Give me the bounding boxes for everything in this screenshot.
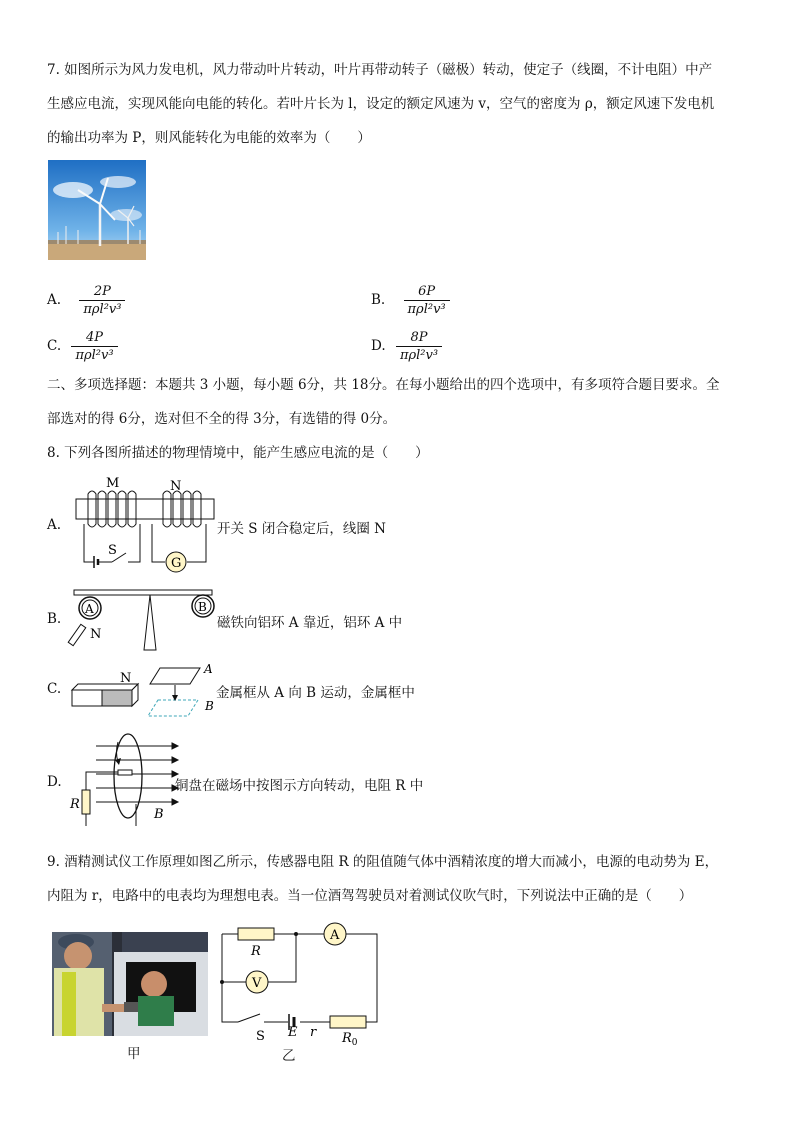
galvanometer-label: G: [171, 556, 182, 571]
internal-resistance-label: r: [310, 1025, 317, 1040]
coil-m-label: M: [106, 476, 120, 491]
q7-option-b[interactable]: B. $\frac{6P}{\text{πρl²v³}}$: [371, 284, 450, 317]
section2-instructions-line1: 二、多项选择题：本题共 3 小题，每小题 6分，共 18分。在每小题给出的四个选项中，有多项符合题目要求。全: [47, 377, 720, 393]
position-a-label: A: [204, 662, 213, 676]
q8-option-c-text: 金属框从 A 向 B 运动，金属框中: [216, 685, 415, 701]
magnet-n-label: N: [90, 627, 102, 642]
q8-option-d-label[interactable]: D.: [47, 774, 62, 790]
q8-option-a-text: 开关 S 闭合稳定后，线圈 N: [217, 521, 386, 537]
magnet-n-label-c: N: [120, 671, 132, 686]
r0-label: $R_0$: [342, 1031, 358, 1046]
photo-caption-jia: 甲: [127, 1046, 141, 1062]
q8-option-d-text: 铜盘在磁场中按图示方向转动，电阻 R 中: [175, 778, 424, 794]
q8-option-b-label[interactable]: B.: [47, 611, 62, 627]
q7-stem-line1: 7. 如图所示为风力发电机，风力带动叶片转动，叶片再带动转子（磁极）转动，使定子（线圈，不计电阻）中产: [47, 62, 713, 78]
q8-figure-a-coils: [68, 474, 218, 574]
q8-figure-b-rings: [66, 584, 218, 654]
position-b-label: B: [205, 699, 214, 713]
q7-option-c[interactable]: C. $\frac{4P}{\text{πρl²v³}}$: [47, 330, 118, 363]
ring-b-label: B: [198, 600, 207, 614]
q7-stem-line2: 生感应电流，实现风能向电能的转化。若叶片长为 l，设定的额定风速为 v，空气的密度为 ρ，额定风速下发电机: [47, 96, 715, 112]
resistor-r-label: R: [70, 797, 80, 812]
field-b-label: B: [154, 807, 164, 822]
emf-label: E: [288, 1025, 298, 1040]
q9-circuit-diagram: [218, 918, 384, 1046]
voltmeter-label: V: [252, 976, 262, 991]
q8-stem: 8. 下列各图所描述的物理情境中，能产生感应电流的是（ ）: [47, 445, 429, 461]
q7-stem-line3: 的输出功率为 P，则风能转化为电能的效率为（ ）: [47, 130, 371, 146]
sensor-r-label: R: [251, 944, 261, 959]
section2-instructions-line2: 部选对的得 6分，选对但不全的得 3分，有选错的得 0分。: [47, 411, 397, 427]
q8-figure-d-copper-disk: [66, 726, 181, 826]
q8-option-a-label[interactable]: A.: [47, 517, 62, 533]
q9-stem-line2: 内阻为 r，电路中的电表均为理想电表。当一位酒驾驾驶员对着测试仪吹气时，下列说法中正确的是（ ）: [47, 888, 693, 904]
switch-label: S: [256, 1029, 265, 1044]
q8-option-c-label[interactable]: C.: [47, 681, 62, 697]
q7-option-d[interactable]: D. $\frac{8P}{\text{πρl²v³}}$: [371, 330, 442, 363]
q8-option-b-text: 磁铁向铝环 A 靠近，铝环 A 中: [217, 615, 403, 631]
circuit-caption-yi: 乙: [282, 1048, 296, 1064]
switch-s-label: S: [108, 543, 117, 558]
ring-a-label: A: [85, 602, 94, 616]
q9-stem-line1: 9. 酒精测试仪工作原理如图乙所示，传感器电阻 R 的阻值随气体中酒精浓度的增大而减小，电源的电动势为 E，: [47, 854, 719, 870]
q7-option-a[interactable]: A. $\frac{2P}{\text{πρl²v³}}$: [47, 284, 125, 317]
wind-turbine-photo: [48, 160, 146, 260]
q8-figure-c-frame: [68, 660, 218, 720]
coil-n-label: N: [170, 479, 182, 494]
ammeter-label: A: [330, 928, 340, 943]
breathalyzer-photo: [52, 932, 208, 1036]
